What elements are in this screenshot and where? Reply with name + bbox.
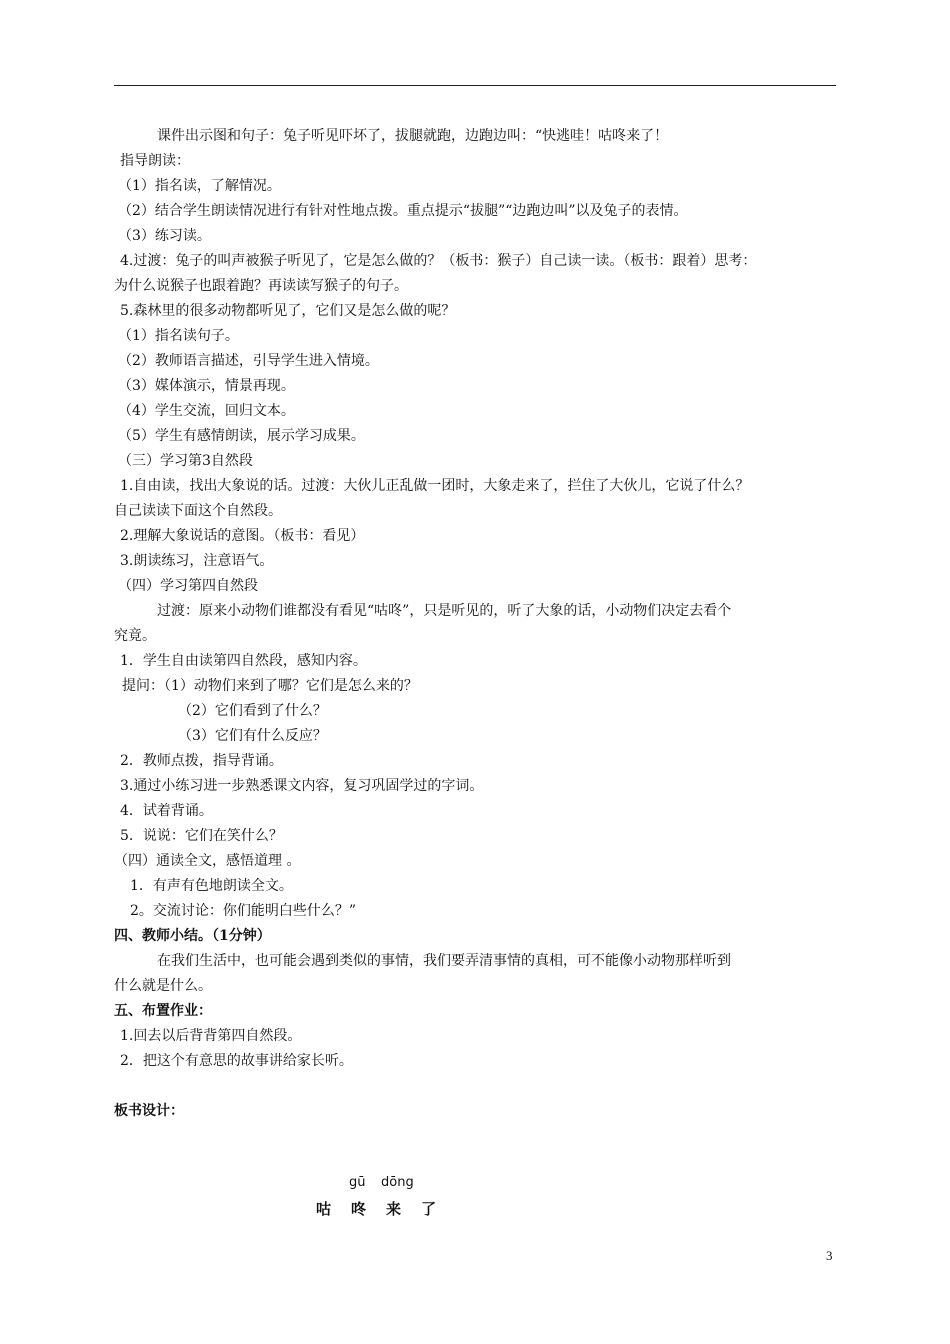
- text-line: 4．试着背诵。: [120, 803, 213, 819]
- section-heading: （四）通读全文，感悟道理 。: [114, 853, 301, 869]
- header-rule: [114, 85, 836, 86]
- text-line: （3）它们有什么反应？: [178, 728, 327, 744]
- page-number: 3: [826, 1248, 833, 1263]
- text-line: 指导朗读：: [120, 153, 190, 169]
- text-line: （1）指名读句子。: [118, 328, 239, 344]
- text-line: （3）练习读。: [118, 228, 211, 244]
- board-char: 咚: [351, 1200, 367, 1218]
- board-char: 了: [421, 1200, 437, 1218]
- text-line: 2.理解大象说话的意图。（板书：看见）: [120, 528, 365, 544]
- board-char: 来: [386, 1200, 402, 1218]
- text-line: 2．把这个有意思的故事讲给家长听。: [120, 1053, 353, 1069]
- text-line: 1.自由读，找出大象说的话。过渡：大伙儿正乱做一团时，大象走来了，拦住了大伙儿，它说了什么？: [120, 478, 750, 494]
- text-line: （5）学生有感情朗读，展示学习成果。: [118, 428, 365, 444]
- text-line: 为什么说猴子也跟着跑？再读读写猴子的句子。: [114, 278, 408, 294]
- section-heading: （三）学习第3自然段: [118, 453, 253, 469]
- text-line: 1．有声有色地朗读全文。: [130, 878, 293, 894]
- text-line: 提问：（1）动物们来到了哪？它们是怎么来的？: [122, 678, 418, 694]
- board-char: 咕: [316, 1200, 332, 1218]
- text-line: 5.森林里的很多动物都听见了，它们又是怎么做的呢？: [120, 303, 456, 319]
- text-line: 1．学生自由读第四自然段，感知内容。: [120, 653, 367, 669]
- text-line: 1.回去以后背背第四自然段。: [120, 1028, 302, 1044]
- text-line: 5．说说：它们在笑什么？: [120, 828, 283, 844]
- text-line: 课件出示图和句子：兔子听见吓坏了，拔腿就跑，边跑边叫：“快逃哇！咕咚来了！: [157, 128, 669, 144]
- text-line: 3.通过小练习进一步熟悉课文内容，复习巩固学过的字词。: [120, 778, 484, 794]
- text-line: 3.朗读练习，注意语气。: [120, 553, 274, 569]
- board-title: [316, 1198, 456, 1219]
- board-design-heading: 板书设计：: [114, 1103, 184, 1119]
- section-heading: 五、布置作业：: [114, 1003, 212, 1019]
- text-line: （3）媒体演示，情景再现。: [118, 378, 295, 394]
- text-line: （1）指名读，了解情况。: [118, 178, 281, 194]
- text-line: （2）结合学生朗读情况进行有针对性地点拨。重点提示“拔腿”“边跑边叫”以及兔子的表情。: [118, 203, 688, 219]
- section-heading: 四、教师小结。（1分钟）: [114, 928, 271, 944]
- text-line: （4）学生交流，回归文本。: [118, 403, 295, 419]
- text-line: 2．教师点拨，指导背诵。: [120, 753, 283, 769]
- text-line: 究竟。: [114, 628, 156, 644]
- text-line: （2）教师语言描述，引导学生进入情境。: [118, 353, 379, 369]
- text-line: 在我们生活中，也可能会遇到类似的事情，我们要弄清事情的真相，可不能像小动物那样听到: [157, 953, 731, 969]
- text-line: 自己读读下面这个自然段。: [114, 503, 282, 519]
- text-line: 什么就是什么。: [114, 978, 212, 994]
- section-heading: （四）学习第四自然段: [118, 578, 258, 594]
- pinyin-dong: dōng: [381, 1175, 414, 1190]
- text-line: （2）它们看到了什么？: [178, 703, 327, 719]
- pinyin-gu: gū: [349, 1175, 366, 1190]
- text-line: 4.过渡：兔子的叫声被猴子听见了，它是怎么做的？（板书：猴子）自己读一读。（板书：跟着）思考：: [120, 253, 757, 269]
- text-line: 2。交流讨论：你们能明白些什么？”: [130, 903, 357, 919]
- text-line: 过渡：原来小动物们谁都没有看见“咕咚”，只是听见的，听了大象的话，小动物们决定去看个: [157, 603, 732, 619]
